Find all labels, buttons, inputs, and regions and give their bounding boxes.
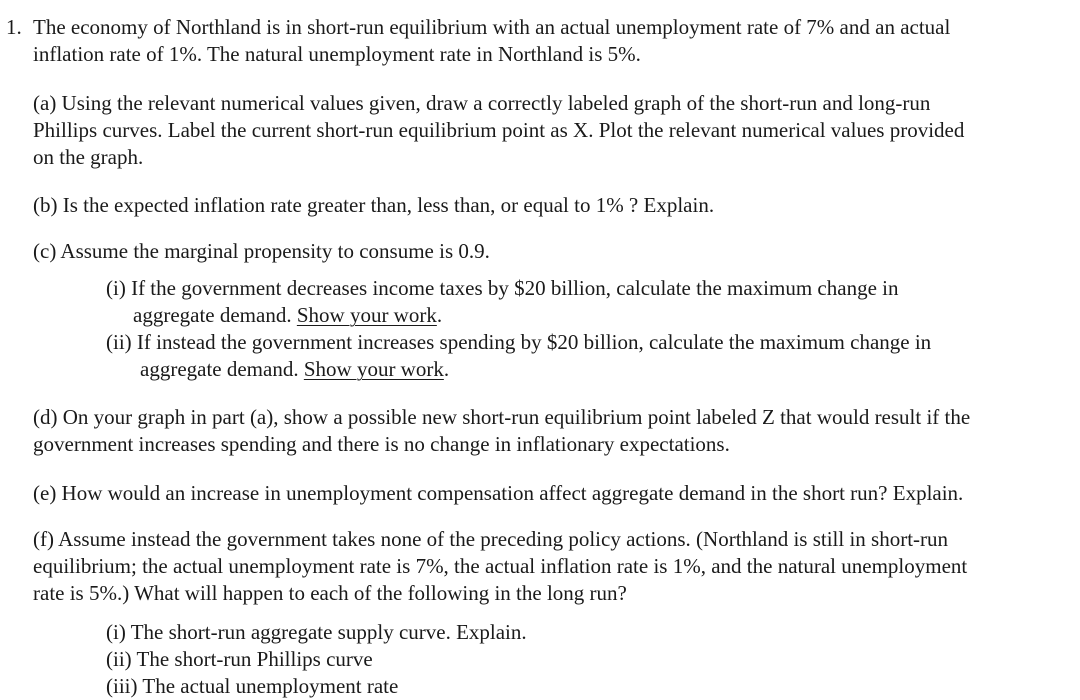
part-a-line-1: (a) Using the relevant numerical values given, draw a correctly labeled graph of the short-run and long-run: [33, 91, 931, 115]
part-c-i-line-1: (i) If the government decreases income taxes by $20 billion, calculate the maximum change in: [106, 276, 899, 300]
part-c-ii-line-2-text: aggregate demand.: [140, 357, 304, 381]
part-c-ii-line-2-period: .: [443, 357, 450, 381]
part-d-line-2: government increases spending and there is no change in inflationary expectations.: [33, 432, 730, 456]
part-f-item-ii: (ii) The short-run Phillips curve: [106, 647, 373, 671]
part-c-i-line-2-text: aggregate demand.: [133, 303, 297, 327]
part-a-line-2: Phillips curves. Label the current short-run equilibrium point as X. Plot the relevant numerical values provided: [33, 118, 965, 142]
part-e-text: (e) How would an increase in unemployment compensation affect aggregate demand in the short run? Explain.: [33, 481, 964, 505]
part-a-line-3: on the graph.: [33, 145, 144, 169]
part-c-ii-line-2: [140, 356, 449, 383]
part-c-stem: (c) Assume the marginal propensity to consume is 0.9.: [33, 239, 490, 263]
part-c-i-line-2: [133, 302, 442, 329]
show-your-work-link-ii[interactable]: Show your work: [303, 357, 444, 381]
part-c-i-line-2-period: .: [436, 303, 443, 327]
show-your-work-link-i[interactable]: Show your work: [296, 303, 437, 327]
part-d-line-1: (d) On your graph in part (a), show a possible new short-run equilibrium point labeled Z that would result if the: [33, 405, 971, 429]
part-f-line-2: equilibrium; the actual unemployment rate is 7%, the actual inflation rate is 1%, and the natural unemployment: [33, 554, 968, 578]
part-f-line-3: rate is 5%.) What will happen to each of the following in the long run?: [33, 581, 627, 605]
question-intro-line-1: The economy of Northland is in short-run equilibrium with an actual unemployment rate of 7% and an actual: [33, 15, 951, 39]
part-b-text: (b) Is the expected inflation rate greater than, less than, or equal to 1% ? Explain.: [33, 193, 715, 217]
part-c-ii-line-1: (ii) If instead the government increases spending by $20 billion, calculate the maximum change in: [106, 330, 932, 354]
part-f-item-iii: (iii) The actual unemployment rate: [106, 674, 399, 698]
part-f-line-1: (f) Assume instead the government takes none of the preceding policy actions. (Northland is still in short-run: [33, 527, 949, 551]
question-number: 1.: [6, 15, 22, 39]
part-f-item-i: (i) The short-run aggregate supply curve. Explain.: [106, 620, 527, 644]
question-intro-line-2: inflation rate of 1%. The natural unemployment rate in Northland is 5%.: [33, 42, 641, 66]
